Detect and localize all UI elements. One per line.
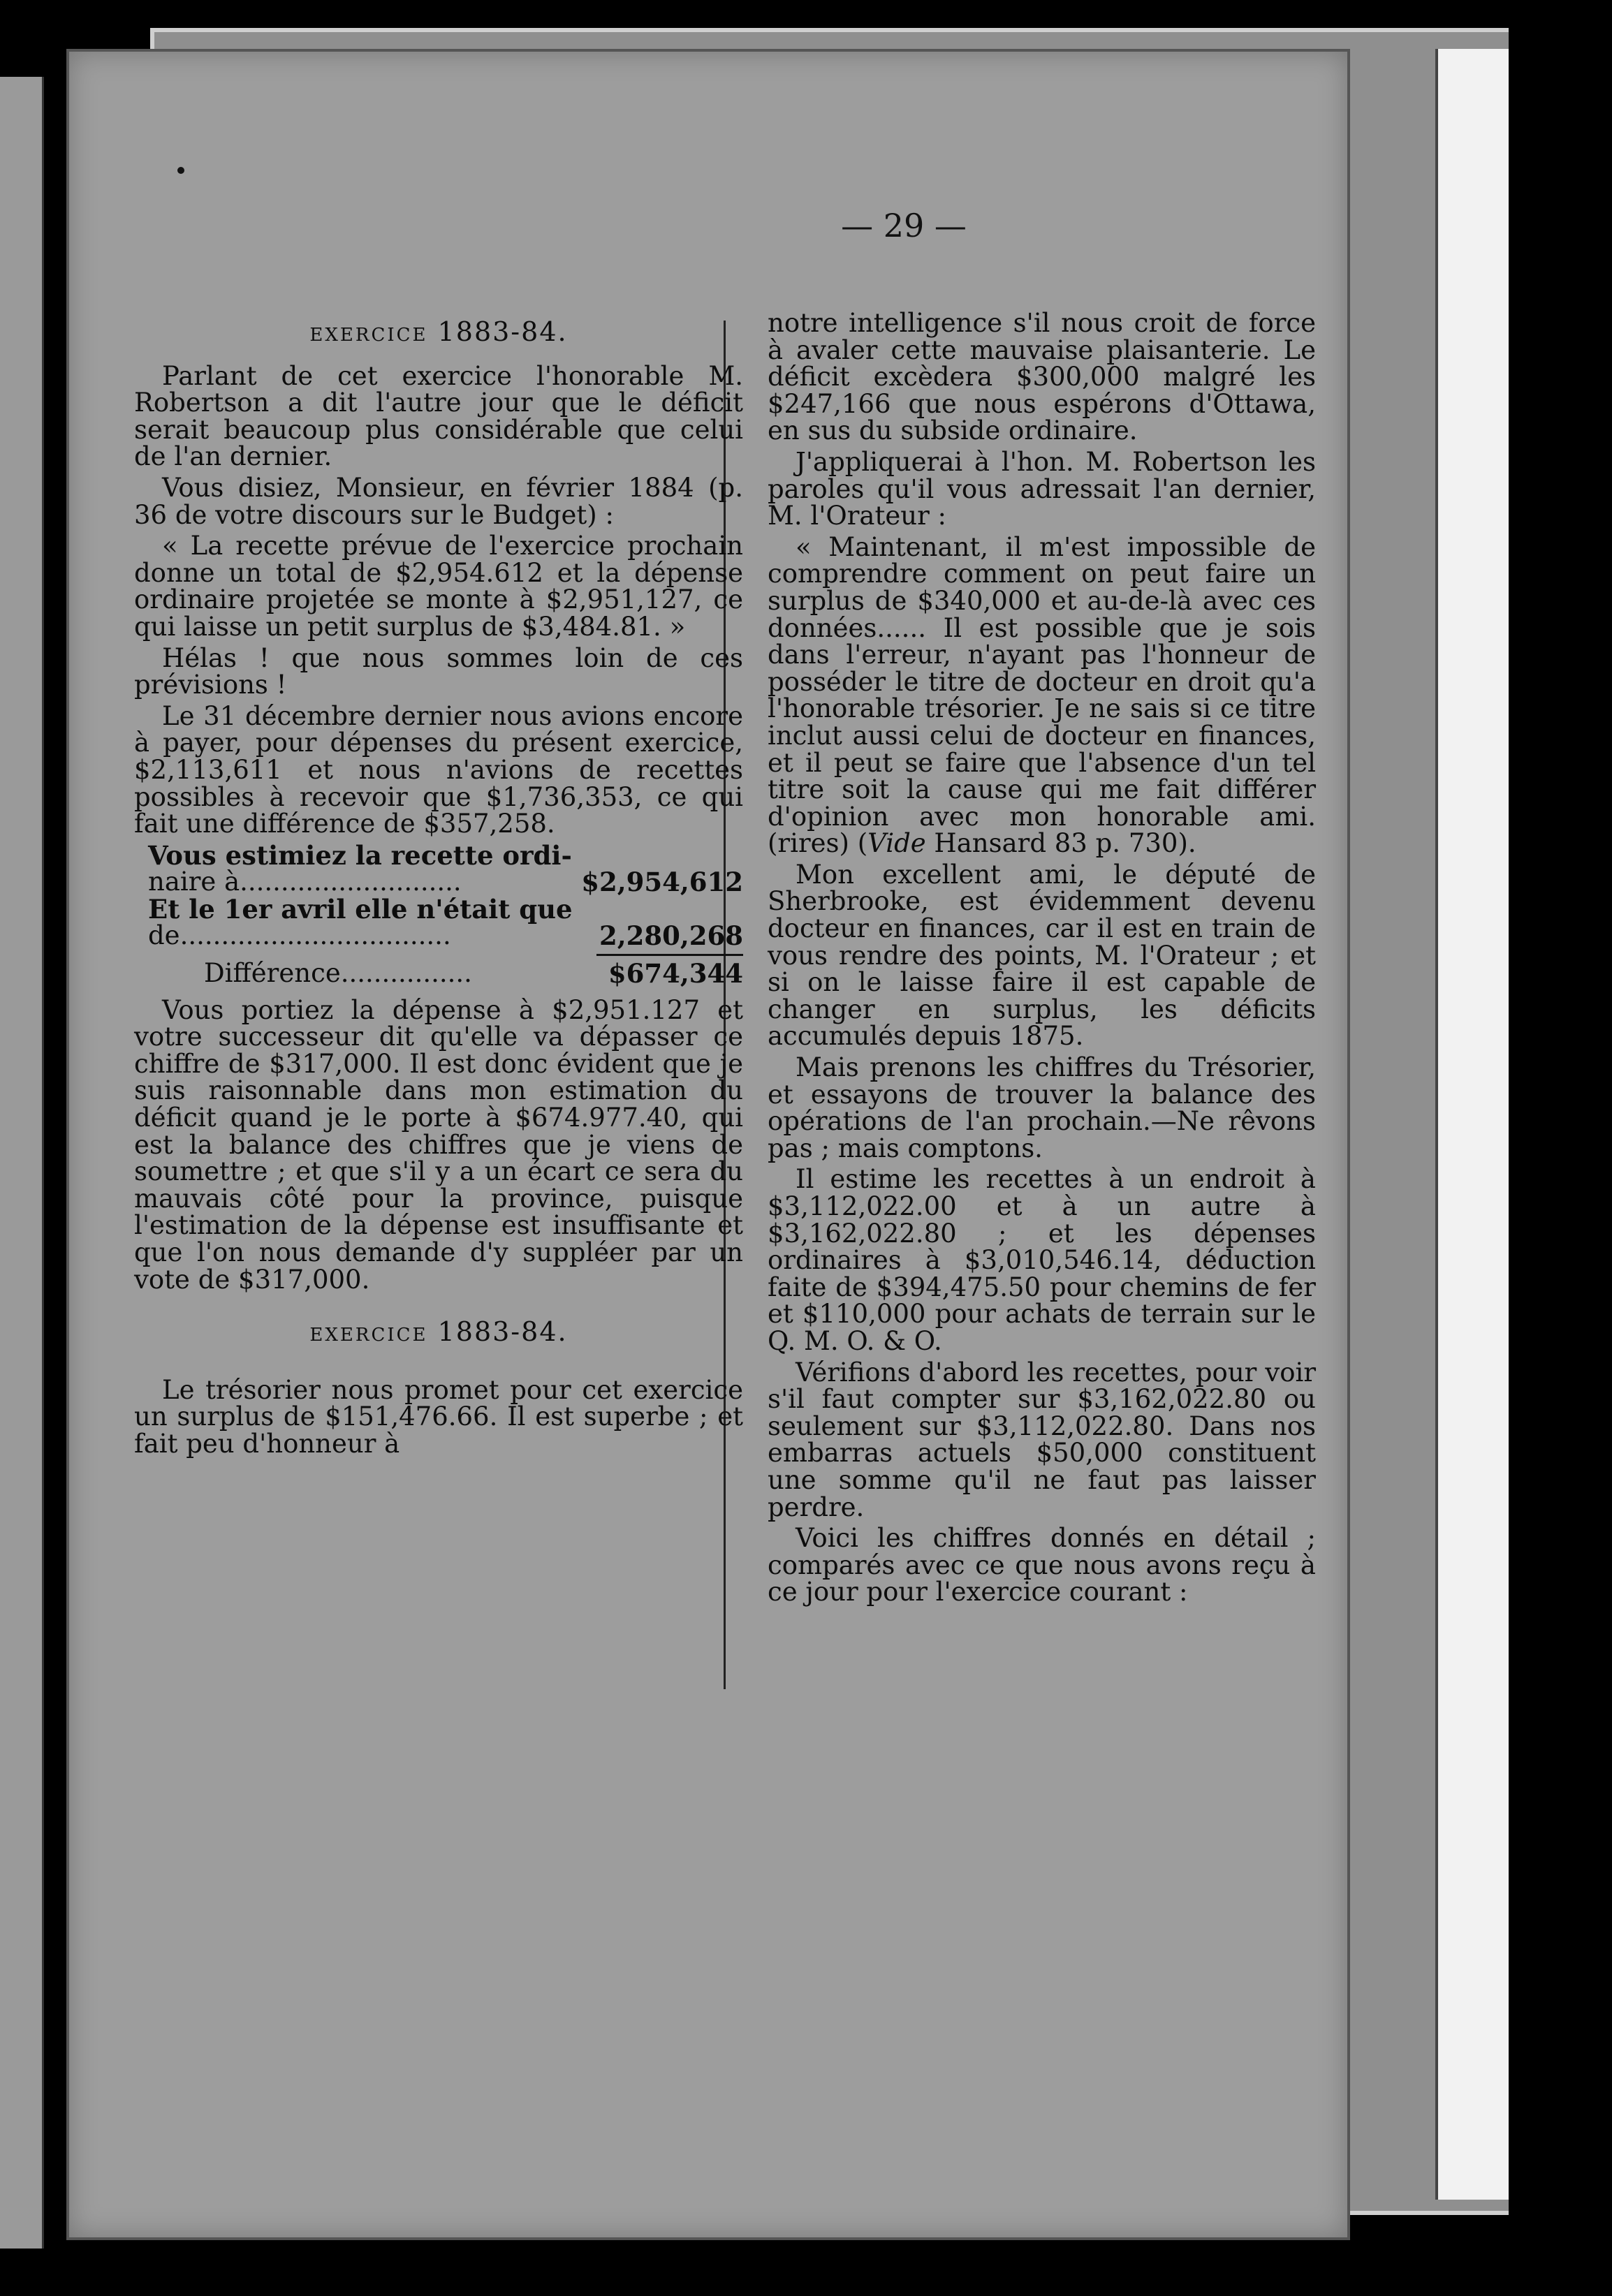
quote-paragraph: « Maintenant, il m'est impossible de comprendre comment on peut faire un surplus de $340,000 et au-de-là avec ces données...... Il est possible que je sois dans l'erreur, n'ayant pas l'honneur de posséder le titre de docteur en droit qu'a l'honorable trésorier. Je ne sais si ce titre inclut aussi celui de docteur en finances, et il peut se faire que l'absence d'un tel titre soit la cause qui me fait différer d'opinion avec mon honorable ami. (rires) (Vide Hansard 83 p. 730). (768, 531, 1316, 859)
total-rule (596, 954, 743, 956)
adjacent-page-edge (0, 77, 44, 2249)
page-number: — 29 — (841, 207, 967, 244)
table-row-total: Différence................ $674,344 (204, 958, 743, 989)
paragraph: Vous disiez, Monsieur, en février 1884 (p. 36 de votre discours sur le Budget) : (134, 472, 743, 530)
paragraph: Parlant de cet exercice l'honorable M. Robertson a dit l'autre jour que le déficit serait beaucoup plus considérable que celui de l'an dernier. (134, 360, 743, 472)
ink-dot (177, 167, 184, 174)
paragraph: Il estime les recettes à un endroit à $3,112,022.00 et à un autre à $3,162,022.80 ; et les dépenses ordinaires à $3,010,546.14, déduction faite de $394,475.50 pour chemins de fer et $110,000 pour achats de terrain sur le Q. M. O. & O. (768, 1164, 1316, 1356)
section-heading: EXERCICE 1883-84. (309, 1316, 568, 1348)
paragraph: Mon excellent ami, le député de Sherbrooke, est évidemment devenu docteur en finances, car il est en train de vous rendre des points, M. l'Orateur ; et si on le laisse faire il est capable de changer en surplus, les déficits accumulés depuis 1875. (768, 859, 1316, 1052)
paragraph: Le trésorier nous promet pour cet exercice un surplus de $151,476.66. Il est superbe ; et fait peu d'honneur à (134, 1374, 743, 1459)
scan-background-right (1509, 0, 1612, 2296)
right-column (768, 310, 1316, 1610)
paragraph: Vérifions d'abord les recettes, pour voir s'il faut compter sur $3,162,022.80 ou seulement sur $3,112,022.80. Dans nos embarras actuels $50,000 constituent une somme qu'il ne faut pas laisser perdre. (768, 1357, 1316, 1522)
paragraph: Vous portiez la dépense à $2,951.127 et votre successeur dit qu'elle va dépasser ce chiffre de $317,000. Il est donc évident que je suis raisonnable dans mon estimation du déficit quand je le porte à $674.977.40, qui est la balance des chiffres que je viens de soumettre ; et que s'il y a un écart ce sera du mauvais côté pour la province, puisque l'estimation de la dépense est insuffisante et que l'on nous demande d'y suppléer par un vote de $317,000. (134, 994, 743, 1295)
table-row: naire à........................... $2,954,612 (148, 867, 743, 898)
book-cover-edge (1435, 49, 1511, 2200)
table-row: Vous estimiez la recette ordi- (148, 839, 572, 871)
left-column (134, 310, 743, 1462)
paragraph: notre intelligence s'il nous croit de force à avaler cette mauvaise plaisanterie. Le déficit excèdera $300,000 malgré les $247,166 que nous espérons d'Ottawa, en sus du subside ordinaire. (768, 308, 1316, 446)
paragraph: Hélas ! que nous sommes loin de ces prévisions ! (134, 642, 743, 700)
figures-table (134, 839, 743, 989)
section-heading: EXERCICE 1883-84. (309, 316, 568, 347)
paragraph: J'appliquerai à l'hon. M. Robertson les paroles qu'il vous adressait l'an dernier, M. l'Orateur : (768, 446, 1316, 531)
book-page (66, 49, 1350, 2240)
table-row: Et le 1er avril elle n'était que (148, 893, 573, 925)
quote-paragraph: « La recette prévue de l'exercice prochain donne un total de $2,954.612 et la dépense ordinaire projetée se monte à $2,951,127, ce qui laisse un petit surplus de $3,484.81. » (134, 531, 743, 642)
paragraph: Voici les chiffres donnés en détail ; comparés avec ce que nous avons reçu à ce jour pour l'exercice courant : (768, 1523, 1316, 1607)
paragraph: Mais prenons les chiffres du Trésorier, et essayons de trouver la balance des opérations de l'an prochain.—Ne rêvons pas ; mais comptons. (768, 1052, 1316, 1163)
table-row: de................................. 2,280,268 (148, 920, 743, 952)
paragraph: Le 31 décembre dernier nous avions encore à payer, pour dépenses du présent exercice, $2,113,611 et nous n'avions de recettes possibles à recevoir que $1,736,353, ce qui fait une différence de $357,258. (134, 700, 743, 839)
